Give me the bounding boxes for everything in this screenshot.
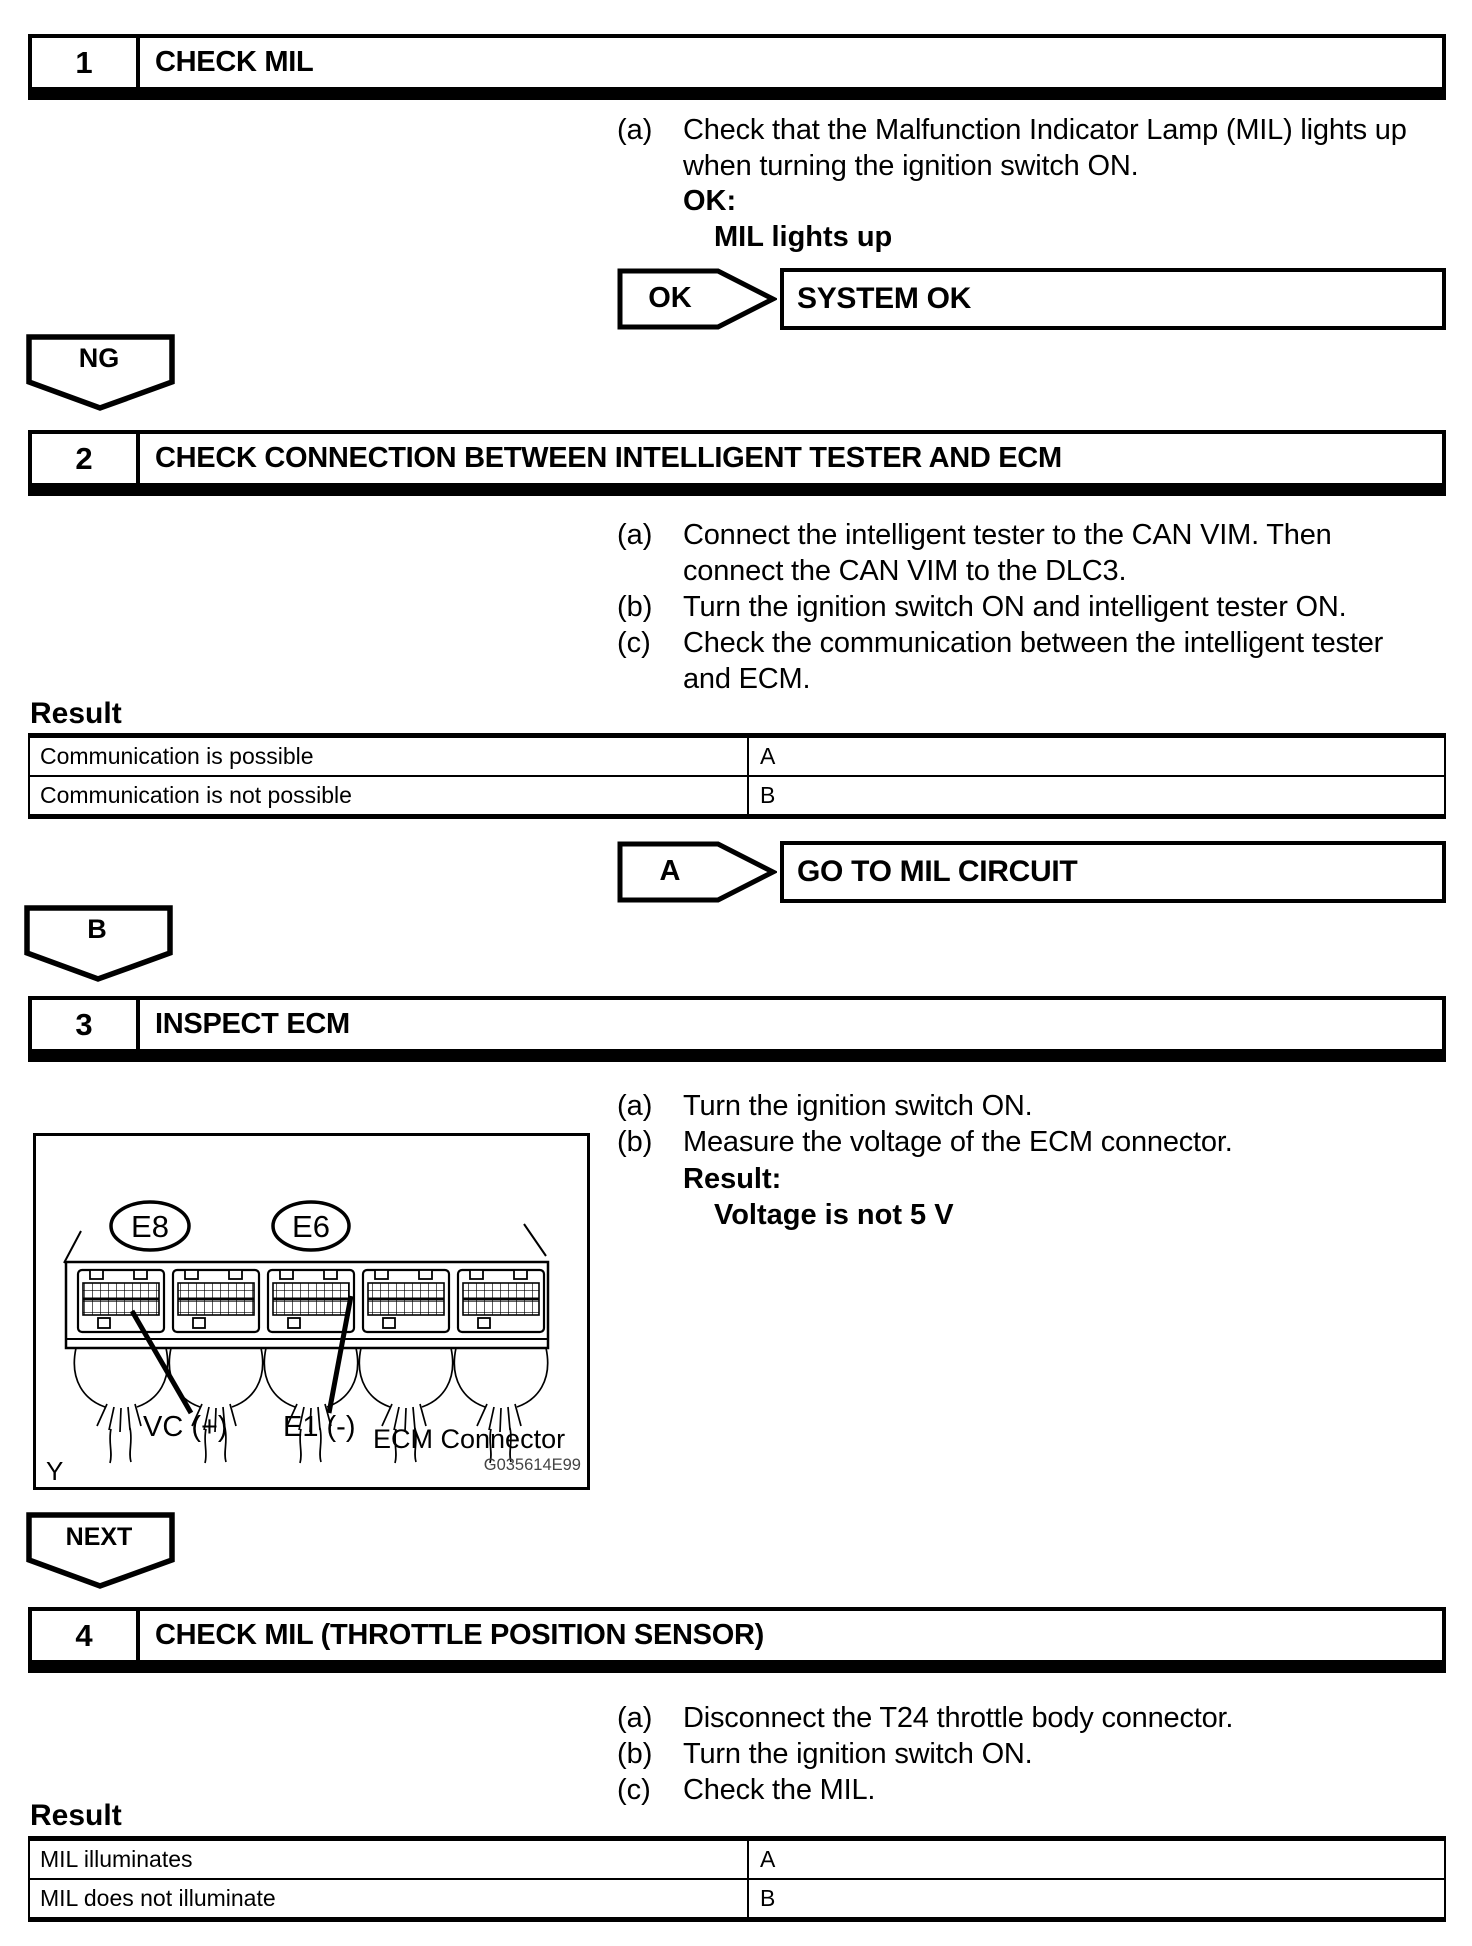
- proceed-cell: A: [760, 743, 776, 769]
- item-letter: (c): [617, 627, 651, 659]
- item-letter: (a): [617, 519, 653, 551]
- action-box-go-to-mil-circuit: GO TO MIL CIRCUIT: [780, 841, 1446, 903]
- flow-tag-ng: [26, 334, 176, 412]
- flow-tag-ok-label: OK: [648, 281, 692, 314]
- pin-label-vc: VC (+): [143, 1411, 228, 1443]
- list-item: [617, 1124, 1457, 1160]
- list-item: [617, 1700, 1457, 1736]
- item-text: Connect the intelligent tester to the CAN VIM. Then connect the CAN VIM to the DLC3.: [683, 519, 1332, 587]
- step3-header: [28, 996, 1446, 1062]
- ok-heading: OK:: [683, 185, 737, 217]
- step4-result-table: [28, 1836, 1446, 1922]
- item-letter: (a): [617, 114, 653, 146]
- step3-number: 3: [32, 1000, 140, 1049]
- flow-tag-ok: [617, 268, 777, 330]
- table-row: [30, 738, 1444, 777]
- step2-result-heading: Result: [30, 697, 122, 730]
- item-text: Turn the ignition switch ON and intelligent tester ON.: [683, 591, 1347, 623]
- step4-header: [28, 1607, 1446, 1673]
- flow-tag-b-label: B: [87, 914, 107, 944]
- item-text: Turn the ignition switch ON.: [683, 1738, 1033, 1770]
- flow-tag-next: [26, 1512, 176, 1590]
- step4-number: 4: [32, 1611, 140, 1660]
- step4-title: CHECK MIL (THROTTLE POSITION SENSOR): [155, 1619, 764, 1651]
- item-text: Check that the Malfunction Indicator Lamp (MIL) lights up when turning the ignition switch ON.: [683, 114, 1407, 182]
- item-text: Check the communication between the intelligent tester and ECM.: [683, 627, 1384, 695]
- item-text: Measure the voltage of the ECM connector.: [683, 1126, 1233, 1158]
- connector-blocks: [78, 1270, 544, 1332]
- step2-header: [28, 430, 1446, 496]
- item-letter: (a): [617, 1702, 653, 1734]
- list-item: [617, 517, 1457, 589]
- figure-corner-mark: Y: [46, 1456, 64, 1486]
- item-letter: (a): [617, 1090, 653, 1122]
- item-text: Turn the ignition switch ON.: [683, 1090, 1033, 1122]
- step4-instructions: [617, 1700, 1457, 1808]
- list-item: [617, 625, 1457, 697]
- step3-title: INSPECT ECM: [155, 1008, 350, 1040]
- proceed-cell: B: [760, 1885, 776, 1911]
- ecm-connector-figure: [33, 1133, 590, 1490]
- item-letter: (b): [617, 591, 653, 623]
- item-text: Check the MIL.: [683, 1774, 876, 1806]
- item-letter: (b): [617, 1126, 653, 1158]
- figure-caption: ECM Connector: [373, 1424, 566, 1454]
- step1-number: 1: [32, 38, 140, 87]
- condition-cell: MIL does not illuminate: [30, 1880, 749, 1917]
- step1-header: [28, 34, 1446, 100]
- step2-number: 2: [32, 434, 140, 483]
- table-row: [30, 1880, 1444, 1917]
- table-row: [30, 777, 1444, 814]
- condition-cell: Communication is possible: [30, 738, 749, 775]
- step3-result-heading: Result:: [683, 1163, 782, 1195]
- step2-instructions: [617, 517, 1457, 697]
- step2-result-table: [28, 733, 1446, 819]
- figure-code: G035614E99: [483, 1456, 581, 1474]
- item-letter: (c): [617, 1774, 651, 1806]
- list-item: [617, 1736, 1457, 1772]
- step1-instructions: [617, 112, 1457, 184]
- ok-condition: MIL lights up: [714, 221, 893, 253]
- proceed-cell: A: [760, 1846, 776, 1872]
- flow-tag-a-label: A: [659, 854, 681, 887]
- list-item: [617, 112, 1457, 184]
- connector-label-e8: E8: [131, 1209, 169, 1244]
- pin-label-e1: E1 (-): [283, 1411, 356, 1443]
- condition-cell: Communication is not possible: [30, 777, 749, 814]
- item-text: Disconnect the T24 throttle body connector.: [683, 1702, 1234, 1734]
- step3-instructions: [617, 1088, 1457, 1160]
- connector-id-ovals: [111, 1202, 349, 1250]
- item-letter: (b): [617, 1738, 653, 1770]
- proceed-cell: B: [760, 782, 776, 808]
- flow-tag-next-label: NEXT: [65, 1523, 133, 1551]
- action-box-system-ok: SYSTEM OK: [780, 268, 1446, 330]
- condition-cell: MIL illuminates: [30, 1841, 749, 1878]
- ecm-connector-drawing: [36, 1136, 587, 1487]
- table-row: [30, 1841, 1444, 1880]
- step3-result-condition: Voltage is not 5 V: [714, 1199, 954, 1231]
- flow-tag-a: [617, 841, 777, 903]
- flow-tag-b: [24, 905, 174, 983]
- list-item: [617, 1088, 1457, 1124]
- connector-label-e6: E6: [292, 1209, 330, 1244]
- list-item: [617, 589, 1457, 625]
- step1-title: CHECK MIL: [155, 46, 314, 78]
- step4-result-heading: Result: [30, 1799, 122, 1832]
- list-item: [617, 1772, 1457, 1808]
- flow-tag-ng-label: NG: [78, 343, 120, 373]
- step2-title: CHECK CONNECTION BETWEEN INTELLIGENT TESTER AND ECM: [155, 442, 1062, 474]
